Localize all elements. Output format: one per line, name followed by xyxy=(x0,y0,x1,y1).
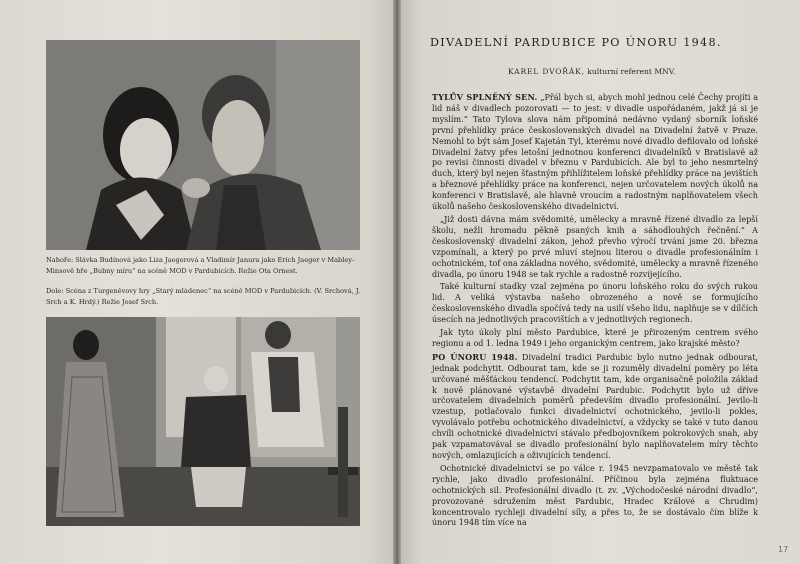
paragraph-text: Divadelní tradici Pardubic bylo nutno jednak odbourat, jednak podchytit. Odbourat tam, kde se ji rozuměly divadelní poměry po léta určované měšťáckou tendencí. Podchytit tam, kde organisačně položila základ k nově plánované výstavbě divadelní Pardubic. Podchytit bylo už dříve určovatelem divadelních poměrů především divadlo profesionální. Jevilo-li vzestup, potlačovalo funkci divadelnictví ochotnického, jevilo-li pokles, vyvolávalo potřebu ochotnického divadelnictví, a vždycky se také v tuto danou chvíli ochotnické divadelnictví stávalo předbojovníkem pokrokových snah, aby pak vzpamatovával se divadlo profesionální bylo naplňovatelem míry těchto nových, omlazujících a oživujících tendencí. xyxy=(432,352,759,460)
paragraph xyxy=(432,352,758,462)
paragraph xyxy=(432,282,758,326)
paragraph-text: „Již dosti dávna mám svědomité, umělecky a mravně řízené divadlo za lepší školu, nežli hromadu pěkně psaných knih a sáhodlouhých řečnění.“ A československý divadelní zákon, jehož převho výročí trvání jsme 20. března vzpomínali, a který po prvé mluví stejnou literou o divadle profesionálním i ochotnickém, tof ona základna nového, svědomité, umělecky a mravně řízeného divadla, po únoru 1948 se tak rychle a radostně rozvíjejícího. xyxy=(432,214,758,279)
book-gutter xyxy=(393,0,401,564)
paragraph xyxy=(432,215,758,280)
paragraph-text: „Přál bych si, abych mohl jednou celé Čechy projíti a lid náš v divadlech pozorovati — to jest: v divadle uspořádaném, jakž já si je myslím.“ Tato Tylova slova nám připomíná nedávno vydaný sborník loňské první přehlídky práce československých divadel na Divadelní žatvě v Praze. Nemohl to být sám Josef Kajetán Tyl, kterému nové divadlo defilovalo od loňské Divadelní žatvy přes letošní jednotnou konferenci divadelníků v Bratislavě až po revisi činnosti divadel v březnu v Pardubicích. Ale byl to jeho nesmrtelný duch, který byl nejen šťastným přihlížitelem loňské přehlídky práce na jevištích a březnové přehlídky práce na konferenci, nejen určovatelem nových úkolů na konferenci v Bratislavě, ale hlavně vroucím a radostným naplňovatelem všech úkolů našeho československého divadelnictví. xyxy=(432,93,759,212)
paragraph xyxy=(432,464,758,529)
theatre-scene-photo-icon xyxy=(46,40,360,250)
article-body xyxy=(432,92,758,531)
photo-top xyxy=(46,40,360,250)
byline xyxy=(508,67,675,76)
paragraph xyxy=(432,328,758,350)
paragraph-text: Také kulturní stadky vzal zejména po únoru loňského roku do svých rukou lid. A veliká výstavba našeho obrozeného a nově se formujícího československého divadla spočívá tedy na usilí všeho lidu, naplňuje se v dílčích úsecích na jednotlivých pracovištích a v jednotlivých regionech. xyxy=(432,282,758,325)
caption-bottom: Dole: Scéna z Turgeněvovy hry „Starý mládenec“ na scéně MOD v Pardubicích. (V. Srchová, J. Srch a K. Hrdý.) Režie Josef Srch. xyxy=(46,287,361,306)
page-number: 17 xyxy=(778,545,789,554)
photo-bottom xyxy=(46,317,360,526)
theatre-scene-photo-icon xyxy=(46,317,360,526)
author-role: kulturní referent MNV. xyxy=(587,67,676,76)
caption-top: Nahoře: Slávka Budínová jako Liza Jaegerová a Vladimír Janura jako Erich Jaeger v Mabley-Minsově hře „Bubny míru“ na scéně MOD v Pardubicích. Režie Ota Ornest. xyxy=(46,256,355,275)
section-heading: TYLŮV SPLNĚNÝ SEN. xyxy=(432,92,538,102)
author-name: KAREL DVOŘÁK, xyxy=(508,67,585,76)
section-heading: PO ÚNORU 1948. xyxy=(432,351,518,362)
paragraph-text: Jak tyto úkoly plní město Pardubice, které je přirozeným centrem svého regionu a od 1. ledna 1949 i jeho organickým centrem, jako krajské město? xyxy=(432,328,758,348)
article-title: DIVADELNÍ PARDUBICE PO ÚNORU 1948. xyxy=(430,36,722,49)
paragraph xyxy=(432,92,758,213)
paragraph-text: Ochotnické divadelnictví se po válce r. 1945 nevzpamatovalo ve městě tak rychle, jako divadlo profesionální. Příčinou byla zejména fluktuace ochotnických sil. Profesionální divadlo (t. zv. „Východočeské národní divadlo“, provozované sdružením měst Pardubic, Hradec Králové a Chrudim) koncentrovalo rychleji divadelní síly, a přes to, že se dostávalo čím blíže k únoru 1948 tím více na xyxy=(432,463,758,528)
